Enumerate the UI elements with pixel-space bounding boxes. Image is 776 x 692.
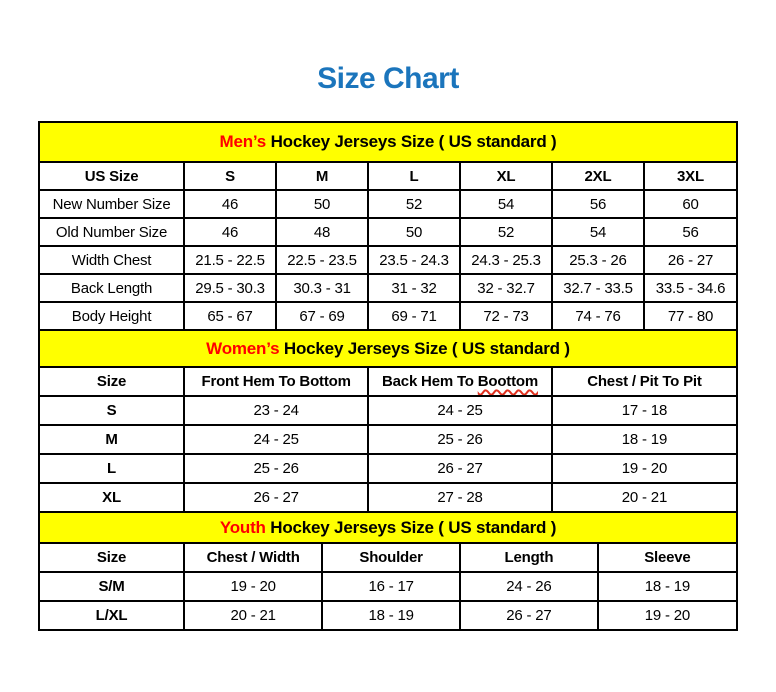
column-header-text: Back Hem To [382, 373, 478, 390]
table-header-row [40, 544, 736, 572]
table-row [40, 425, 736, 454]
table-cell: 67 - 69 [276, 302, 368, 329]
table-row [40, 396, 736, 425]
table-cell: 32.7 - 33.5 [552, 274, 644, 302]
youth-banner-highlight: Youth [219, 517, 266, 537]
row-label: Width Chest [40, 246, 184, 274]
table-cell: 77 - 80 [644, 302, 736, 329]
row-label: Body Height [40, 302, 184, 329]
table-cell: 22.5 - 23.5 [276, 246, 368, 274]
column-header: US Size [40, 163, 184, 190]
womens-banner-highlight: Women’s [206, 338, 280, 358]
table-cell: 17 - 18 [552, 396, 736, 425]
table-cell: 54 [460, 190, 552, 218]
column-header: Size [40, 544, 184, 572]
column-header: Shoulder [322, 544, 460, 572]
table-cell: 19 - 20 [184, 572, 322, 601]
table-cell: 46 [184, 190, 276, 218]
table-cell: 46 [184, 218, 276, 246]
row-label: L/XL [40, 601, 184, 629]
table-cell: 65 - 67 [184, 302, 276, 329]
table-cell: 69 - 71 [368, 302, 460, 329]
table-cell: 30.3 - 31 [276, 274, 368, 302]
table-cell: 26 - 27 [184, 483, 368, 511]
page-title: Size Chart [317, 62, 459, 95]
youth-size-table [40, 544, 736, 629]
table-cell: 48 [276, 218, 368, 246]
table-cell: 16 - 17 [322, 572, 460, 601]
column-header: XL [460, 163, 552, 190]
row-label: Back Length [40, 274, 184, 302]
table-row [40, 246, 736, 274]
table-cell: 25.3 - 26 [552, 246, 644, 274]
table-cell: 19 - 20 [598, 601, 736, 629]
column-header: 3XL [644, 163, 736, 190]
column-header: Length [460, 544, 598, 572]
youth-banner [40, 511, 736, 544]
table-cell: 23 - 24 [184, 396, 368, 425]
column-header: Front Hem To Bottom [184, 368, 368, 396]
table-row [40, 190, 736, 218]
table-cell: 21.5 - 22.5 [184, 246, 276, 274]
mens-size-table [40, 163, 736, 329]
table-cell: 50 [276, 190, 368, 218]
table-cell: 52 [368, 190, 460, 218]
table-cell: 18 - 19 [322, 601, 460, 629]
table-cell: 20 - 21 [552, 483, 736, 511]
column-header: Size [40, 368, 184, 396]
column-header: M [276, 163, 368, 190]
table-cell: 26 - 27 [460, 601, 598, 629]
table-cell: 24 - 26 [460, 572, 598, 601]
table-cell: 24.3 - 25.3 [460, 246, 552, 274]
table-cell: 56 [552, 190, 644, 218]
column-header: 2XL [552, 163, 644, 190]
table-row [40, 218, 736, 246]
column-header: L [368, 163, 460, 190]
table-cell: 23.5 - 24.3 [368, 246, 460, 274]
misspelled-word: Boottom [477, 373, 538, 390]
mens-banner-highlight: Men’s [219, 132, 267, 151]
table-row [40, 483, 736, 511]
table-row [40, 572, 736, 601]
table-row [40, 454, 736, 483]
column-header: Chest / Width [184, 544, 322, 572]
youth-banner-text: Hockey Jerseys Size ( US standard ) [265, 517, 557, 537]
table-cell: 33.5 - 34.6 [644, 274, 736, 302]
table-cell: 50 [368, 218, 460, 246]
table-cell: 18 - 19 [552, 425, 736, 454]
table-cell: 31 - 32 [368, 274, 460, 302]
table-cell: 56 [644, 218, 736, 246]
column-header: S [184, 163, 276, 190]
table-cell: 54 [552, 218, 644, 246]
table-row [40, 274, 736, 302]
table-cell: 24 - 25 [368, 396, 552, 425]
row-label: XL [40, 483, 184, 511]
table-cell: 18 - 19 [598, 572, 736, 601]
womens-banner [40, 329, 736, 368]
row-label: S [40, 396, 184, 425]
row-label: Old Number Size [40, 218, 184, 246]
table-cell: 74 - 76 [552, 302, 644, 329]
column-header [368, 368, 552, 396]
mens-banner-text: Hockey Jerseys Size ( US standard ) [266, 132, 557, 151]
row-label: M [40, 425, 184, 454]
table-header-row [40, 368, 736, 396]
size-chart-tables [38, 121, 738, 631]
womens-banner-text: Hockey Jerseys Size ( US standard ) [279, 338, 570, 358]
womens-size-table [40, 368, 736, 511]
table-cell: 27 - 28 [368, 483, 552, 511]
table-header-row [40, 163, 736, 190]
table-cell: 29.5 - 30.3 [184, 274, 276, 302]
table-cell: 26 - 27 [368, 454, 552, 483]
table-cell: 24 - 25 [184, 425, 368, 454]
table-row [40, 302, 736, 329]
table-cell: 60 [644, 190, 736, 218]
mens-banner [40, 123, 736, 163]
table-cell: 52 [460, 218, 552, 246]
table-cell: 25 - 26 [184, 454, 368, 483]
table-cell: 25 - 26 [368, 425, 552, 454]
column-header: Sleeve [598, 544, 736, 572]
table-cell: 20 - 21 [184, 601, 322, 629]
row-label: S/M [40, 572, 184, 601]
table-cell: 32 - 32.7 [460, 274, 552, 302]
table-row [40, 601, 736, 629]
table-cell: 19 - 20 [552, 454, 736, 483]
column-header: Chest / Pit To Pit [552, 368, 736, 396]
row-label: L [40, 454, 184, 483]
table-cell: 26 - 27 [644, 246, 736, 274]
row-label: New Number Size [40, 190, 184, 218]
table-cell: 72 - 73 [460, 302, 552, 329]
